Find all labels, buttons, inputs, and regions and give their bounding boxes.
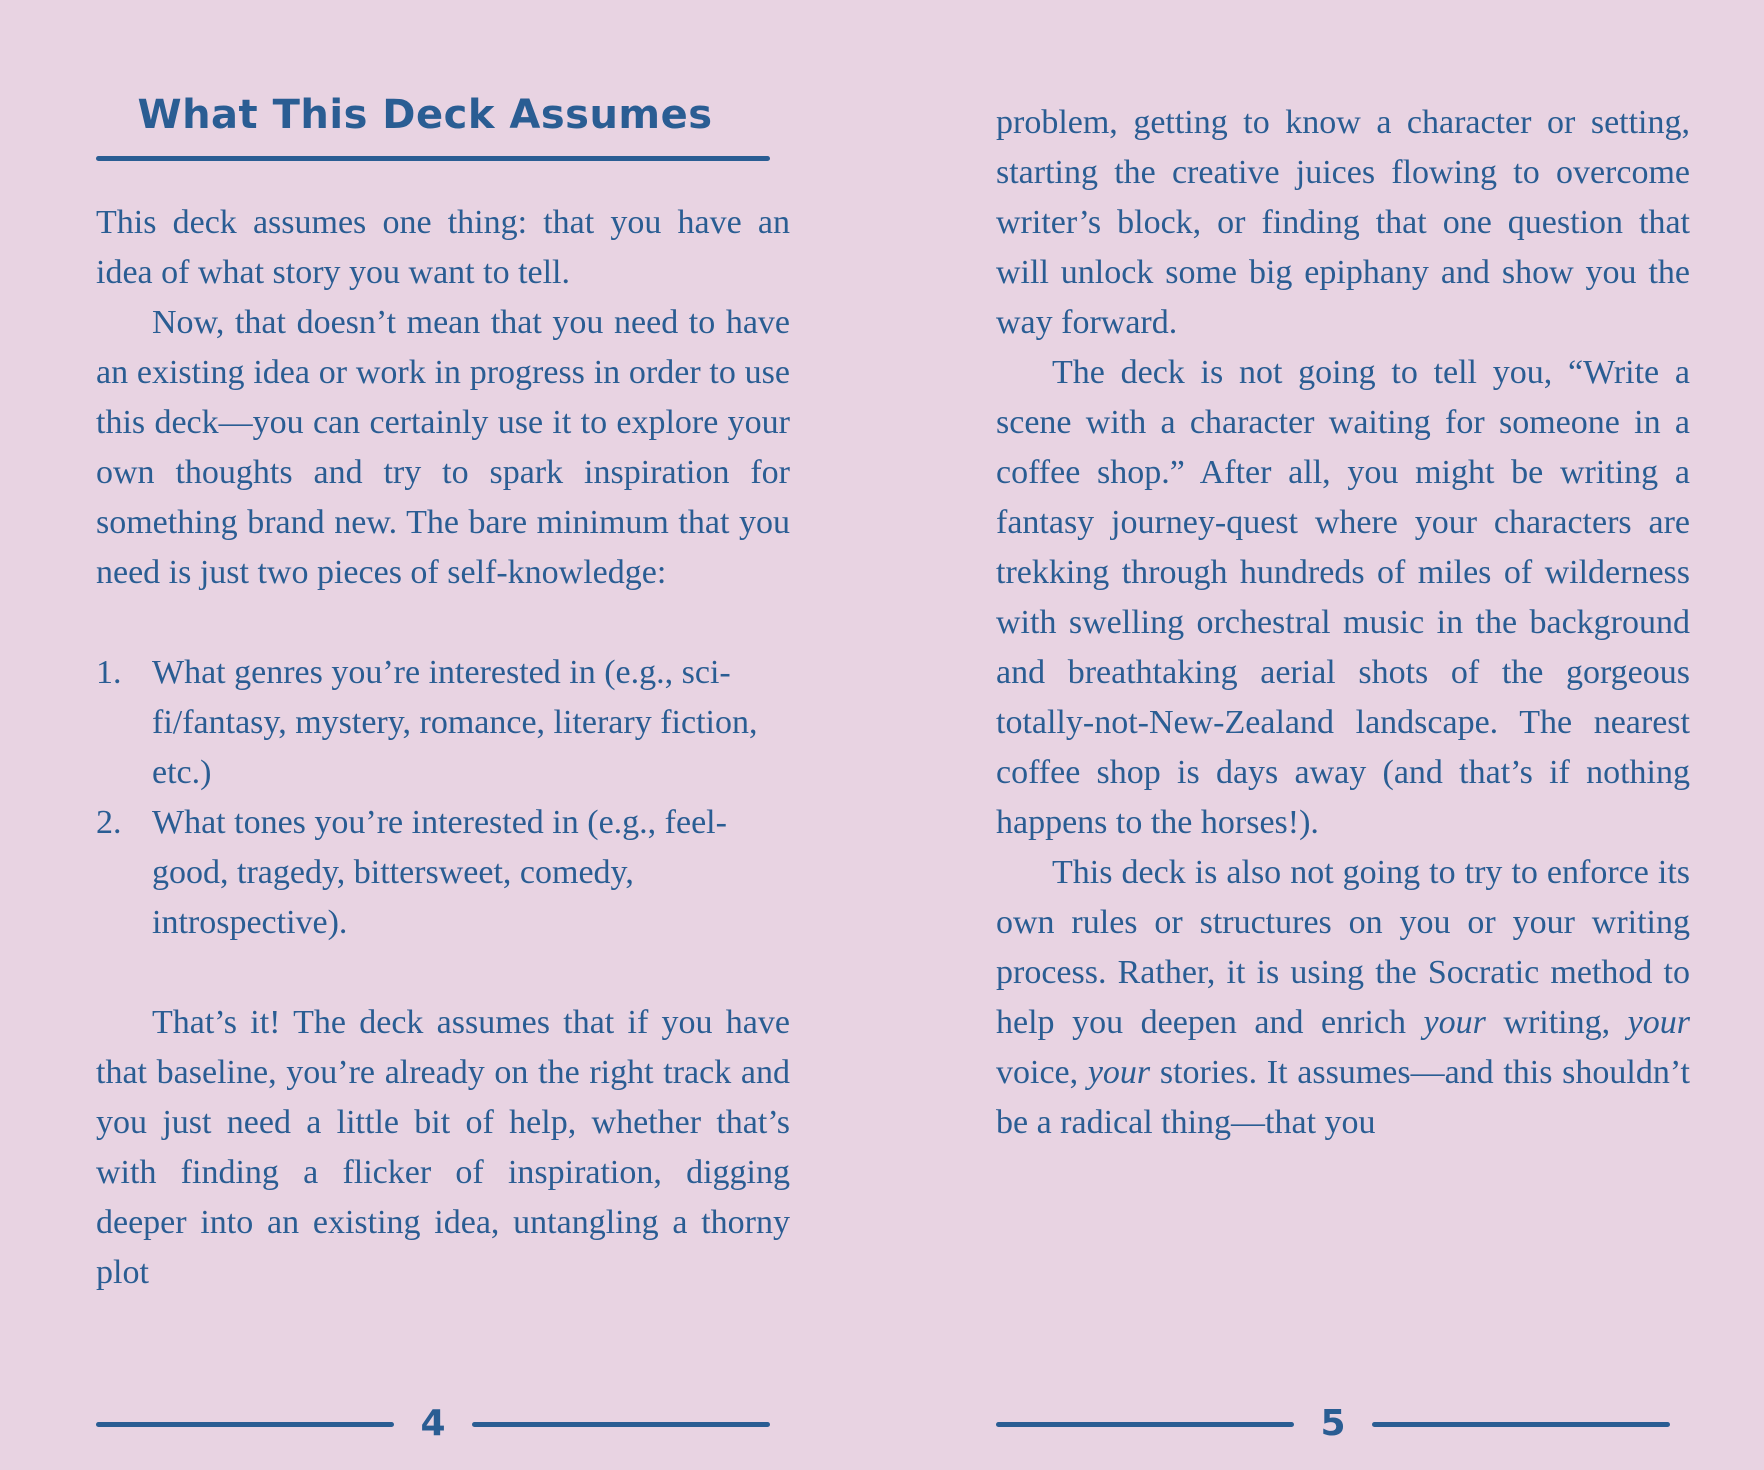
paragraph: Now, that doesn’t mean that you need to have an existing idea or work in progress in order to use this deck—you can certainly use it to explore your own thoughts and try to spark inspiration for something brand new. The bare minimum that you need is just two pieces of self-knowledge: [96, 304, 790, 591]
list-item-text: What tones you’re interested in (e.g., feel-good, tragedy, bittersweet, comedy, introspective). [152, 804, 727, 941]
left-page [96, 0, 790, 1470]
list-item [96, 648, 790, 798]
paragraph [996, 848, 1690, 1148]
section-title: What This Deck Assumes [137, 92, 713, 138]
paragraph: That’s it! The deck assumes that if you have that baseline, you’re already on the right track and you just need a little bit of help, whether that’s with finding a flicker of inspiration, digging deeper into an existing idea, untangling a thorny plot [96, 1004, 790, 1291]
paragraph: problem, getting to know a character or setting, starting the creative juices flowing to overcome writer’s block, or finding that one question that will unlock some big epiphany and show you the way forward. [996, 104, 1690, 341]
paragraph: The deck is not going to tell you, “Write a scene with a character waiting for someone in a coffee shop.” After all, you might be writing a fantasy journey-quest where your characters are trekking through hundreds of miles of wilderness with swelling orchestral music in the background and breathtaking aerial shots of the gorgeous totally-not-New-Zealand landscape. The nearest coffee shop is days away (and that’s if nothing happens to the horses!). [996, 354, 1690, 841]
list-item-text: What genres you’re interested in (e.g., sci-fi/fantasy, mystery, romance, literary fiction, etc.) [152, 654, 758, 791]
footer-rule-left [996, 1422, 1294, 1427]
emphasis: your [1423, 1004, 1486, 1041]
left-page-body [96, 198, 790, 1298]
page-number: 5 [1320, 1403, 1346, 1444]
paragraph-text: This deck is also not going to try to enforce its own rules or structures on you or your writing process. Rather, it is using the Socratic method to help you deepen and enrich [996, 854, 1690, 1041]
list-item [96, 798, 790, 948]
list-number: 1. [96, 654, 122, 691]
numbered-list [96, 648, 790, 948]
title-underline [96, 156, 770, 161]
right-page-body [996, 98, 1690, 1148]
emphasis: your [1087, 1054, 1151, 1091]
emphasis: your [1627, 1004, 1690, 1041]
paragraph-text: stories. It assumes—and this shouldn’t be a radical thing—that you [996, 1054, 1690, 1141]
paragraph: This deck assumes one thing: that you have an idea of what story you want to tell. [96, 204, 790, 291]
footer-rule-right [472, 1422, 770, 1427]
paragraph-text: voice, [996, 1054, 1088, 1091]
right-page [996, 0, 1690, 1470]
page-footer [96, 1404, 790, 1444]
footer-rule-right [1372, 1422, 1670, 1427]
page-footer [996, 1404, 1690, 1444]
footer-rule-left [96, 1422, 394, 1427]
page-number: 4 [420, 1403, 446, 1444]
paragraph-text: writing, [1485, 1004, 1628, 1041]
list-number: 2. [96, 804, 122, 841]
